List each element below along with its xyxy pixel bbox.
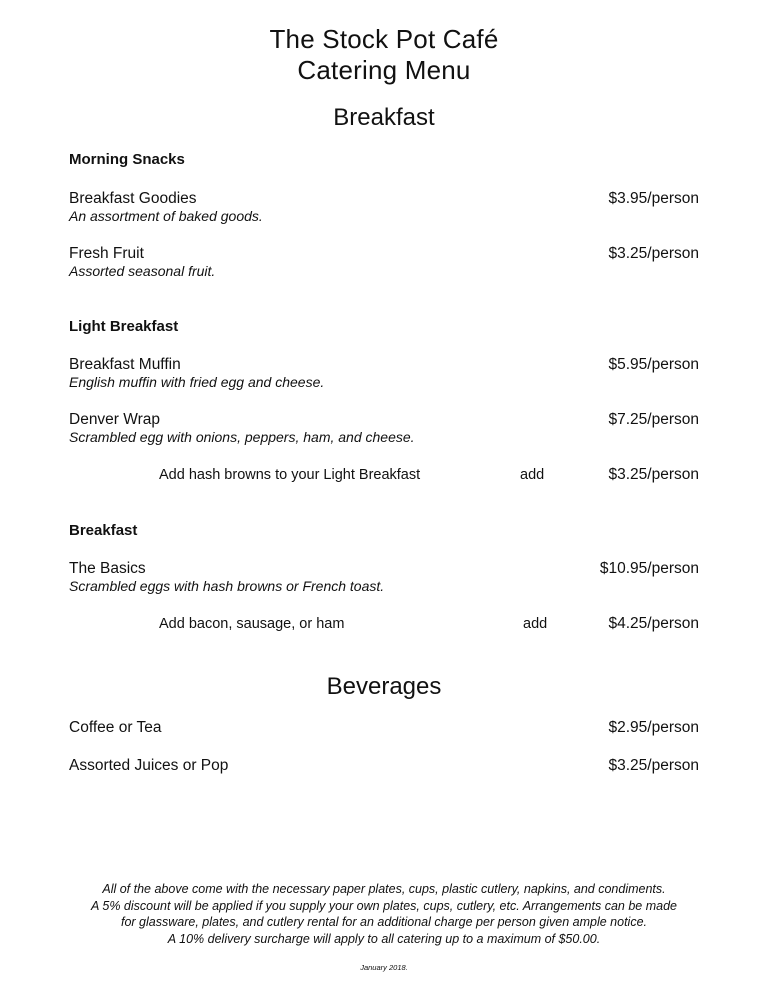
breakfast-section-title: Breakfast — [333, 104, 435, 131]
cafe-name: The Stock Pot Café — [269, 24, 499, 54]
menu-item-name: Breakfast Goodies — [69, 190, 197, 207]
footer-notes — [0, 881, 768, 947]
breakfast-heading: Breakfast — [69, 522, 138, 539]
beverage-item-price: $3.25/person — [608, 757, 699, 774]
beverage-item-price: $2.95/person — [608, 719, 699, 736]
morning-snacks-heading: Morning Snacks — [69, 151, 185, 168]
menu-item-name: The Basics — [69, 560, 146, 577]
menu-date: January 2018. — [360, 963, 408, 972]
addon-price: $4.25/person — [608, 615, 699, 632]
menu-subtitle: Catering Menu — [297, 55, 471, 85]
menu-item-price: $3.25/person — [608, 245, 699, 262]
footer-line: for glassware, plates, and cutlery rental for an additional charge per person given ample notice. — [121, 915, 647, 929]
menu-item-price: $7.25/person — [608, 411, 699, 428]
footer-line: All of the above come with the necessary paper plates, cups, plastic cutlery, napkins, and condiments. — [102, 882, 666, 896]
menu-item-description: Scrambled egg with onions, peppers, ham, and cheese. — [69, 429, 415, 445]
addon-add-text: add — [523, 616, 548, 632]
menu-item-price: $5.95/person — [608, 356, 699, 373]
beverage-item-name: Coffee or Tea — [69, 719, 162, 736]
menu-item-name: Denver Wrap — [69, 411, 161, 428]
menu-item-price: $3.95/person — [608, 190, 699, 207]
menu-item-name: Breakfast Muffin — [69, 356, 181, 373]
menu-item-description: English muffin with fried egg and cheese. — [69, 374, 325, 390]
menu-item-name: Fresh Fruit — [69, 245, 144, 262]
beverages-section-title: Beverages — [326, 673, 442, 700]
menu-item-description: Scrambled eggs with hash browns or French toast. — [69, 578, 385, 594]
menu-item-description: Assorted seasonal fruit. — [69, 263, 216, 279]
addon-label: Add hash browns to your Light Breakfast — [159, 467, 421, 483]
footer-line: A 5% discount will be applied if you supply your own plates, cups, cutlery, etc. Arrangements can be made — [91, 898, 677, 913]
menu-item-description: An assortment of baked goods. — [69, 208, 263, 224]
footer-line: A 10% delivery surcharge will apply to all catering up to a maximum of $50.00. — [167, 931, 601, 946]
menu-title — [0, 24, 768, 86]
light-breakfast-heading: Light Breakfast — [69, 318, 179, 335]
addon-add-text: add — [520, 467, 545, 483]
addon-label: Add bacon, sausage, or ham — [159, 616, 345, 632]
menu-item-price: $10.95/person — [599, 560, 699, 577]
beverage-item-name: Assorted Juices or Pop — [69, 757, 229, 774]
addon-price: $3.25/person — [608, 466, 699, 483]
